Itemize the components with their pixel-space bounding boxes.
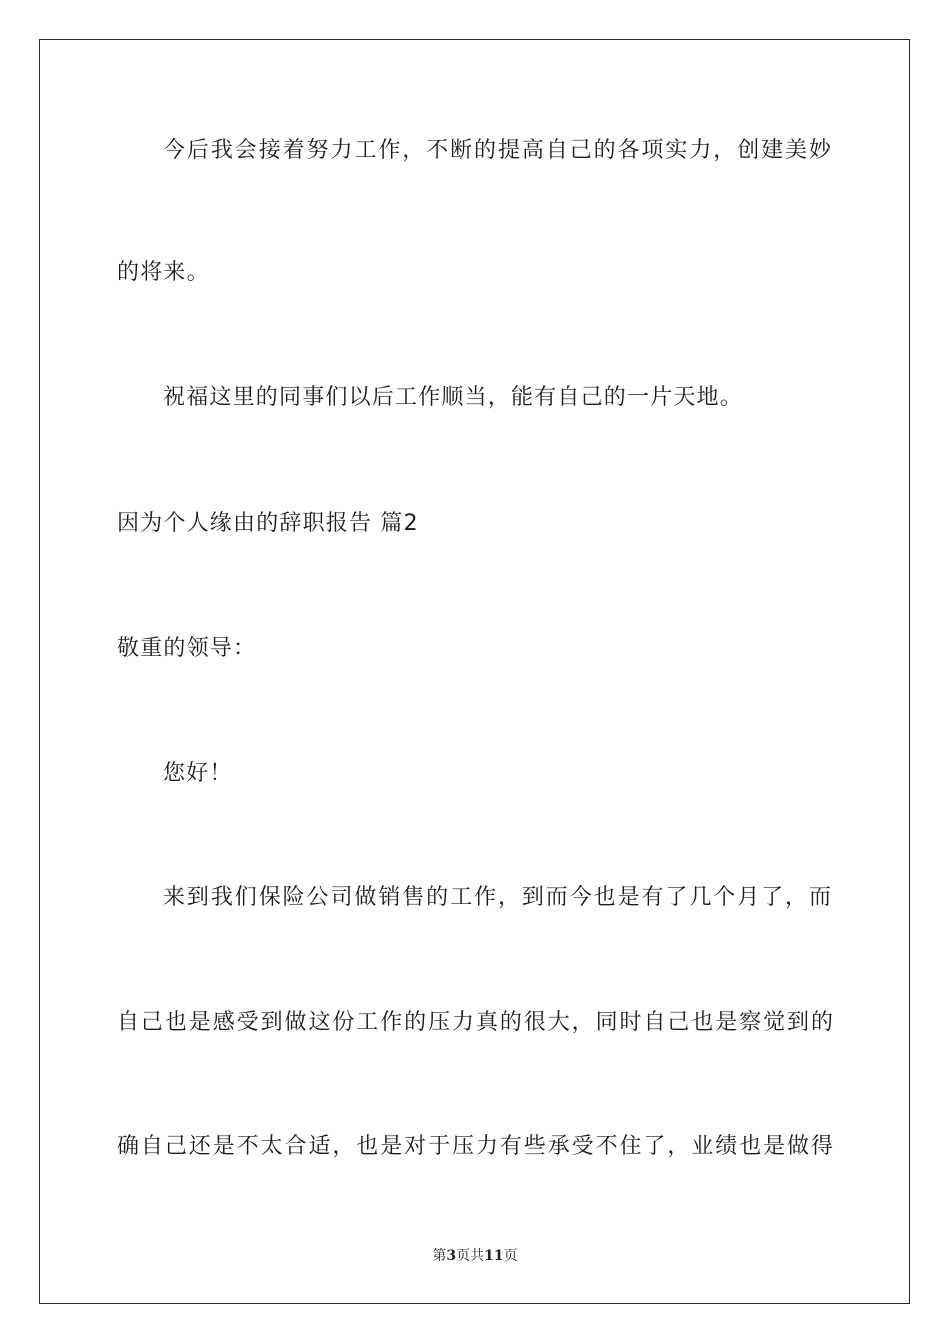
paragraph-line: 自己也是感受到做这份工作的压力真的很大，同时自己也是察觉到的 (117, 1010, 833, 1035)
footer-total-prefix: 共 (470, 1248, 485, 1264)
page-footer (0, 1246, 950, 1266)
footer-page-suffix: 页 (456, 1248, 471, 1264)
page-border (39, 39, 910, 1304)
salutation: 敬重的领导： (117, 636, 257, 661)
footer-page-prefix: 第 (432, 1248, 447, 1264)
footer-total-suffix: 页 (503, 1248, 518, 1264)
paragraph-line: 来到我们保险公司做销售的工作，到而今也是有了几个月了，而 (163, 885, 831, 910)
footer-total-pages: 11 (484, 1248, 504, 1264)
footer-page-number: 3 (446, 1248, 457, 1264)
paragraph-line: 祝福这里的同事们以后工作顺当，能有自己的一片天地。 (163, 385, 744, 410)
paragraph-line: 的将来。 (117, 260, 210, 285)
greeting: 您好！ (163, 761, 233, 786)
paragraph-line: 确自己还是不太合适，也是对于压力有些承受不住了，业绩也是做得 (117, 1134, 833, 1159)
paragraph-line: 今后我会接着努力工作，不断的提高自己的各项实力，创建美妙 (163, 138, 831, 163)
section-heading: 因为个人缘由的辞职报告 篇2 (117, 511, 419, 536)
